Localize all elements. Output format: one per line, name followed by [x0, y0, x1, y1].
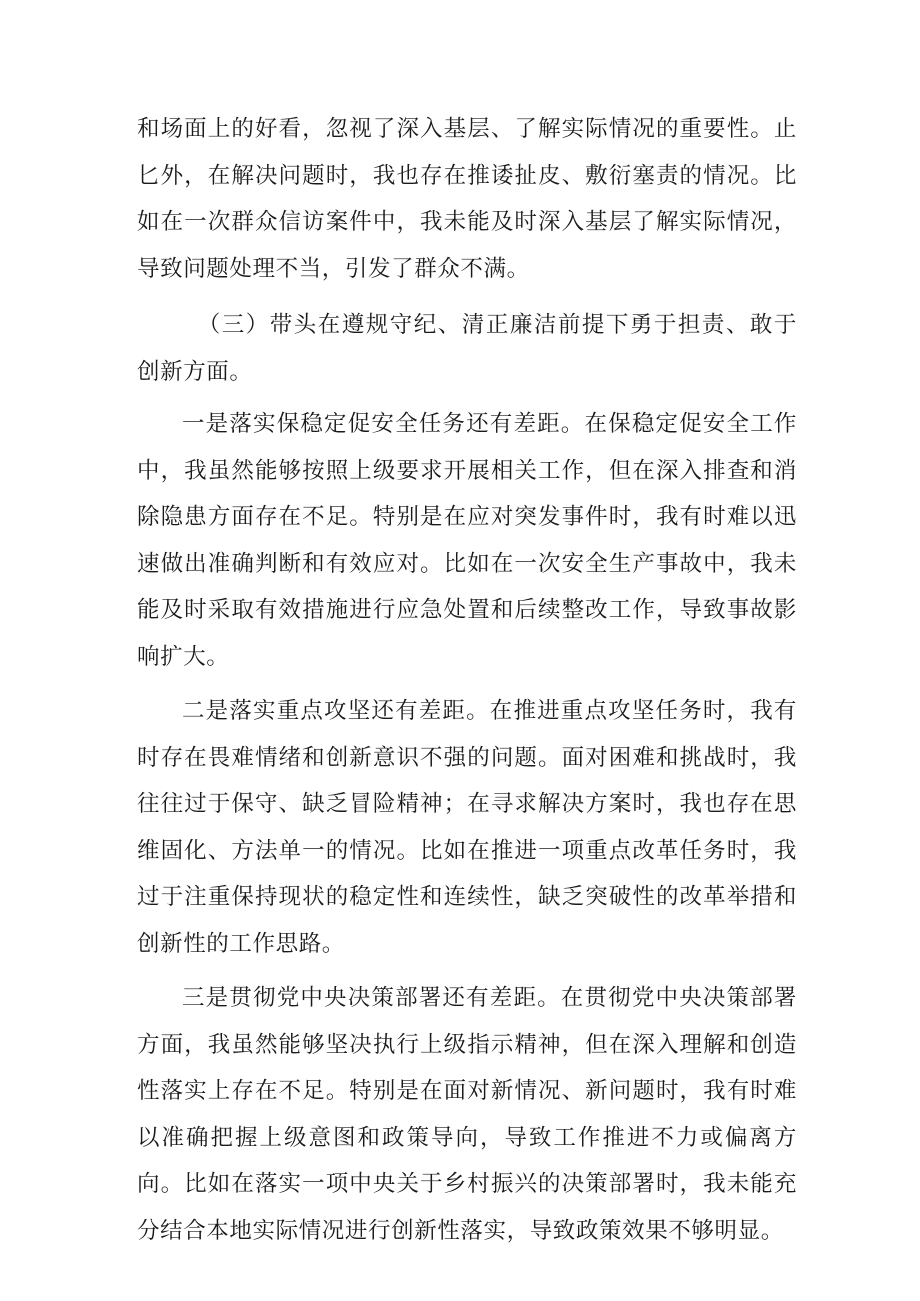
- paragraph-continuation: 和场面上的好看，忽视了深入基层、了解实际情况的重要性。止匕外，在解决问题时，我也存在推诿扯皮、敷衍塞责的情况。比如在一次群众信访案件中，我未能及时深入基层了解实际情况，导致问题处理不当，引发了群众不满。: [137, 116, 797, 282]
- paragraph-point-three: 三是贯彻党中央决策部署还有差距。在贯彻党中央决策部署方面，我虽然能够坚决执行上级指示精神，但在深入理解和创造性落实上存在不足。特别是在面对新情况、新问题时，我有时难以准确把握上级意图和政策导向，导致工作推进不力或偏离方向。比如在落实一项中央关于乡村振兴的决策部署时，我未能充分结合本地实际情况进行创新性落实，导致政策效果不够明显。: [137, 985, 797, 1244]
- paragraph-point-two: 二是落实重点攻坚还有差距。在推进重点攻坚任务时，我有时存在畏难情绪和创新意识不强的问题。面对困难和挑战时，我往往过于保守、缺乏冒险精神；在寻求解决方案时，我也存在思维固化、方法单一的情况。比如在推进一项重点改革任务时，我过于注重保持现状的稳定性和连续性，缺乏突破性的改革举措和创新性的工作思路。: [137, 698, 797, 957]
- section-heading-three: （三）带头在遵规守纪、清正廉洁前提下勇于担责、敢于创新方面。: [137, 312, 797, 385]
- document-body: [137, 106, 797, 1254]
- paragraph-point-one: 一是落实保稳定促安全任务还有差距。在保稳定促安全工作中，我虽然能够按照上级要求开展相关工作，但在深入排查和消除隐患方面存在不足。特别是在应对突发事件时，我有时难以迅速做出准确判断和有效应对。比如在一次安全生产事故中，我未能及时采取有效措施进行应急处置和后续整改工作，导致事故影响扩大。: [137, 411, 797, 670]
